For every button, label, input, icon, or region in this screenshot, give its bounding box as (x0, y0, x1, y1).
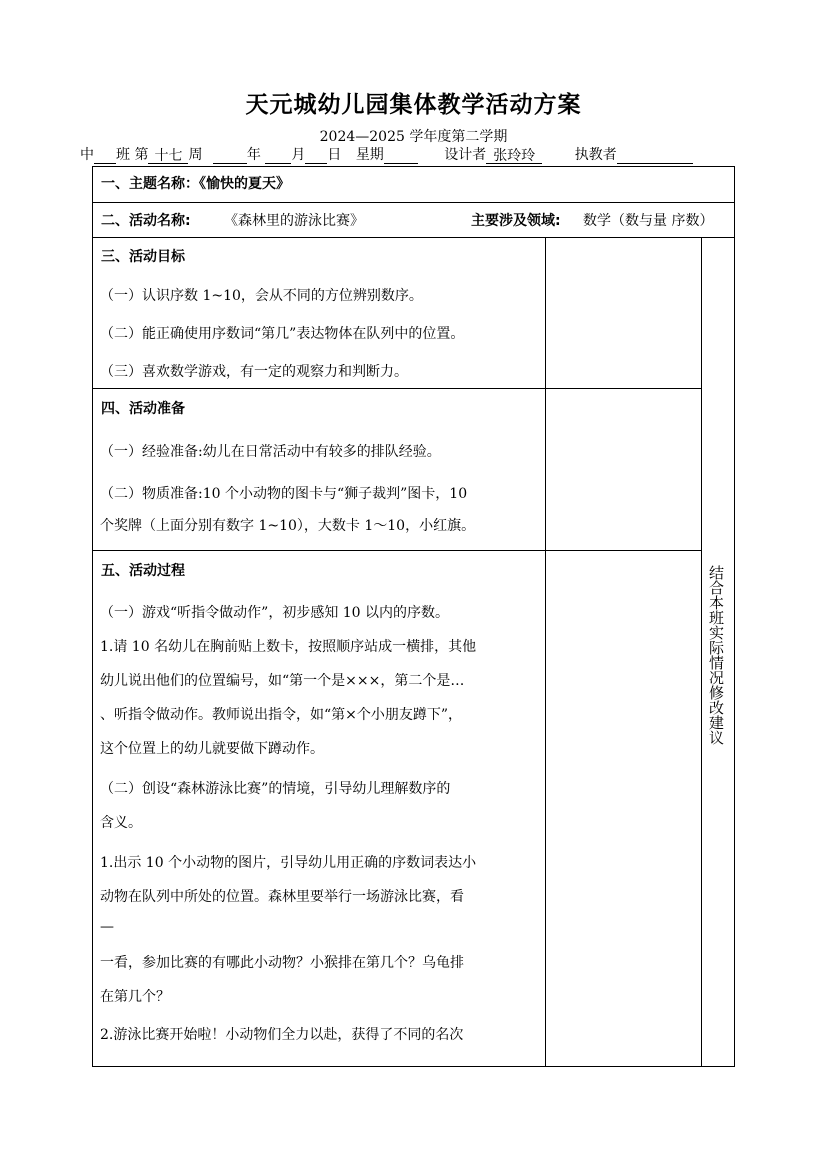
weekday-blank (384, 147, 418, 164)
process-line: 一看，参加比赛的有哪此小动物？小猴排在第几个？乌龟排 (100, 955, 464, 971)
class-label: 班 (116, 147, 130, 163)
row-divider (92, 202, 735, 203)
activity-name: 《森林里的游泳比赛》 (224, 213, 364, 229)
process-line: — (100, 919, 114, 935)
day-blank (305, 147, 327, 164)
process-line: 幼儿说出他们的位置编号，如“第一个是×××，第二个是… (100, 673, 465, 689)
activity-name-label: 二、活动名称: (101, 213, 191, 229)
prep-item: （一）经验准备:幼儿在日常活动中有较多的排队经验。 (100, 444, 441, 460)
designer-name: 张玲玲 (486, 147, 542, 164)
month-label: 月 (291, 147, 306, 163)
goals-heading: 三、活动目标 (101, 249, 185, 265)
week-prefix: 第 (134, 147, 149, 163)
year-label: 年 (246, 147, 261, 163)
designer-label: 设计者 (444, 147, 487, 163)
row-divider (92, 388, 701, 389)
year-blank (213, 147, 247, 164)
row-divider (92, 550, 701, 551)
domain-label: 主要涉及领域: (471, 213, 561, 229)
process-line: 含义。 (100, 815, 142, 831)
process-line: （一）游戏“听指令做动作”，初步感知 10 以内的序数。 (100, 605, 450, 621)
prep-item: 个奖牌（上面分别有数字 1~10），大数卡 1～10，小红旗。 (100, 518, 476, 534)
prep-heading: 四、活动准备 (101, 401, 185, 417)
week-label: 周 (188, 147, 203, 163)
class-prefix: 中 (80, 147, 94, 163)
process-heading: 五、活动过程 (101, 563, 185, 579)
semester-subtitle: 2024—2025 学年度第二学期 (319, 129, 508, 145)
goals-list (100, 280, 540, 388)
process-line: 2.游泳比赛开始啦！小动物们全力以赴，获得了不同的名次 (100, 1027, 464, 1043)
process-line: 1.出示 10 个小动物的图片，引导幼儿用正确的序数词表达小 (100, 855, 477, 871)
goal-item: （一）认识序数 1~10，会从不同的方位辨别数序。 (100, 288, 423, 304)
teacher-label: 执教者 (574, 147, 617, 163)
page-title: 天元城幼儿园集体教学活动方案 (245, 92, 582, 118)
prep-item: （二）物质准备:10 个小动物的图卡与“狮子裁判”图卡，10 (100, 486, 468, 502)
goal-item: （三）喜欢数学游戏，有一定的观察力和判断力。 (100, 364, 408, 380)
process-line: 动物在队列中所处的位置。森林里要举行一场游泳比赛，看 (100, 889, 464, 905)
column-divider (545, 237, 546, 1067)
process-line: （二）创设“森林游泳比赛”的情境，引导幼儿理解数序的 (100, 781, 451, 797)
row-divider (92, 237, 735, 238)
process-line: 、听指令做动作。教师说出指令，如“第×个小朋友蹲下”， (100, 707, 463, 723)
info-line (80, 146, 750, 164)
process-line: 这个位置上的幼儿就要做下蹲动作。 (100, 741, 324, 757)
process-line: 在第几个？ (100, 989, 170, 1005)
process-line: 1.请 10 名幼儿在胸前贴上数卡，按照顺序站成一横排，其他 (100, 639, 477, 655)
theme-name: 一、主题名称：《愉快的夏天》 (101, 176, 290, 192)
month-blank (265, 147, 291, 164)
class-blank (94, 147, 116, 164)
weekday-label: 星期 (355, 147, 384, 163)
day-label: 日 (327, 147, 342, 163)
goal-item: （二）能正确使用序数词“第几”表达物体在队列中的位置。 (100, 326, 465, 342)
process-text (100, 597, 540, 1051)
revision-suggestion-note: 结合本班实际情况修改建议 (707, 565, 725, 745)
week-value: 十七 (148, 147, 188, 164)
teacher-blank (617, 147, 693, 164)
domain-value: 数学（数与量 序数） (583, 213, 714, 229)
prep-list (100, 436, 540, 542)
